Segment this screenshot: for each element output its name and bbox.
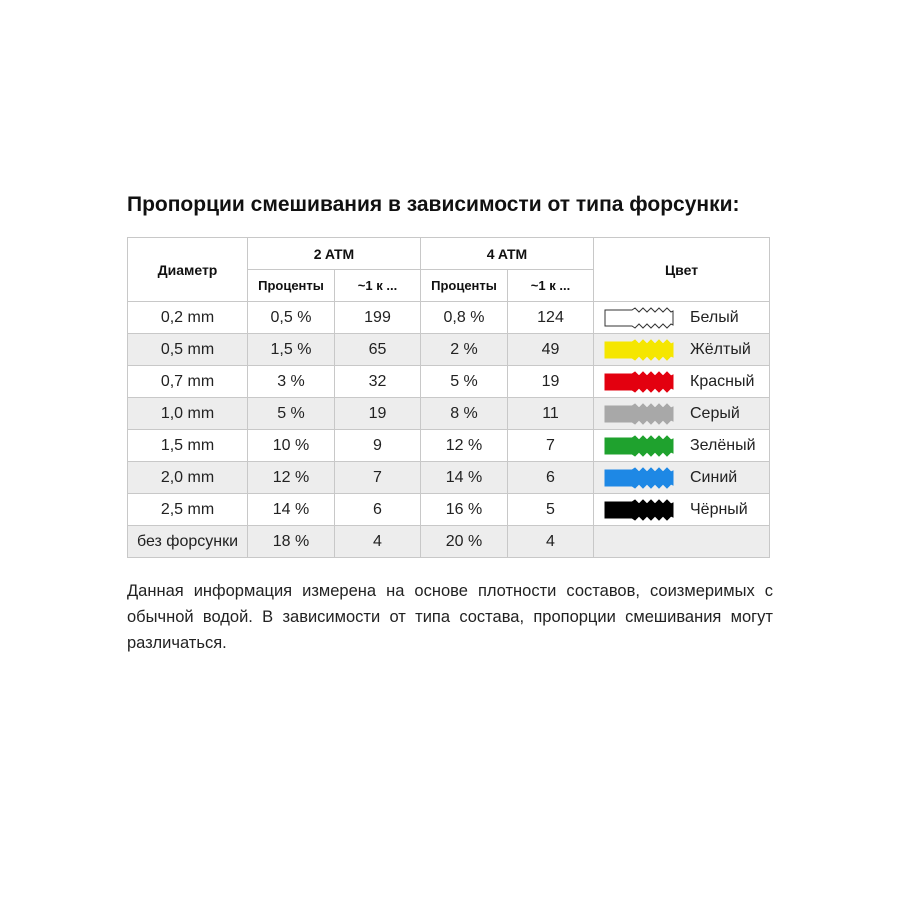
ratio-2atm-cell: 65 xyxy=(335,334,421,366)
color-name: Белый xyxy=(690,308,739,326)
header-diameter: Диаметр xyxy=(128,238,248,302)
diameter-cell: 0,2 mm xyxy=(128,302,248,334)
percent-2atm-cell: 12 % xyxy=(248,462,335,494)
table-row xyxy=(128,302,770,334)
nozzle-icon xyxy=(604,403,674,425)
percent-2atm-cell: 14 % xyxy=(248,494,335,526)
nozzle-icon xyxy=(604,499,674,521)
percent-4atm-cell: 8 % xyxy=(421,398,508,430)
table-row xyxy=(128,494,770,526)
percent-4atm-cell: 20 % xyxy=(421,526,508,558)
nozzle-shape xyxy=(605,308,673,328)
ratio-2atm-cell: 4 xyxy=(335,526,421,558)
nozzle-shape xyxy=(605,436,673,456)
color-name: Зелёный xyxy=(690,436,756,454)
ratio-2atm-cell: 9 xyxy=(335,430,421,462)
nozzle-shape xyxy=(605,340,673,360)
header-2atm: 2 ATM xyxy=(248,238,421,270)
ratio-4atm-cell: 124 xyxy=(508,302,594,334)
percent-2atm-cell: 5 % xyxy=(248,398,335,430)
diameter-cell: 2,5 mm xyxy=(128,494,248,526)
header-ratio-4atm: ~1 к ... xyxy=(508,270,594,302)
percent-4atm-cell: 16 % xyxy=(421,494,508,526)
percent-4atm-cell: 0,8 % xyxy=(421,302,508,334)
ratio-4atm-cell: 5 xyxy=(508,494,594,526)
color-name: Жёлтый xyxy=(690,340,751,358)
header-ratio-2atm: ~1 к ... xyxy=(335,270,421,302)
header-percent-2atm: Проценты xyxy=(248,270,335,302)
nozzle-icon xyxy=(604,339,674,361)
table-row xyxy=(128,462,770,494)
ratio-2atm-cell: 32 xyxy=(335,366,421,398)
color-cell xyxy=(594,430,770,462)
color-cell xyxy=(594,334,770,366)
percent-2atm-cell: 1,5 % xyxy=(248,334,335,366)
header-4atm: 4 ATM xyxy=(421,238,594,270)
nozzle-icon xyxy=(604,435,674,457)
ratio-2atm-cell: 19 xyxy=(335,398,421,430)
percent-2atm-cell: 0,5 % xyxy=(248,302,335,334)
nozzle-shape xyxy=(605,500,673,520)
ratio-4atm-cell: 49 xyxy=(508,334,594,366)
nozzle-shape xyxy=(605,404,673,424)
ratio-4atm-cell: 7 xyxy=(508,430,594,462)
color-cell xyxy=(594,302,770,334)
percent-4atm-cell: 2 % xyxy=(421,334,508,366)
mixing-table xyxy=(127,237,770,558)
header-color: Цвет xyxy=(594,238,770,302)
ratio-4atm-cell: 4 xyxy=(508,526,594,558)
diameter-cell: 1,0 mm xyxy=(128,398,248,430)
percent-2atm-cell: 18 % xyxy=(248,526,335,558)
footnote: Данная информация измерена на основе плотности составов, соизмеримых с обычной водой. В зависимости от типа состава, пропорции смешивания могут различаться. xyxy=(127,582,773,652)
ratio-4atm-cell: 6 xyxy=(508,462,594,494)
diameter-cell: без форсунки xyxy=(128,526,248,558)
color-cell xyxy=(594,526,770,558)
ratio-2atm-cell: 7 xyxy=(335,462,421,494)
diameter-cell: 2,0 mm xyxy=(128,462,248,494)
diameter-cell: 0,5 mm xyxy=(128,334,248,366)
header-percent-4atm: Проценты xyxy=(421,270,508,302)
percent-2atm-cell: 10 % xyxy=(248,430,335,462)
nozzle-icon xyxy=(604,467,674,489)
percent-4atm-cell: 14 % xyxy=(421,462,508,494)
nozzle-icon xyxy=(604,371,674,393)
nozzle-shape xyxy=(605,372,673,392)
nozzle-icon xyxy=(604,307,674,329)
color-cell xyxy=(594,398,770,430)
table-row xyxy=(128,334,770,366)
color-cell xyxy=(594,494,770,526)
color-name: Серый xyxy=(690,404,740,422)
table-row xyxy=(128,430,770,462)
color-cell xyxy=(594,462,770,494)
percent-2atm-cell: 3 % xyxy=(248,366,335,398)
color-name: Синий xyxy=(690,468,738,486)
percent-4atm-cell: 12 % xyxy=(421,430,508,462)
page-title: Пропорции смешивания в зависимости от типа форсунки: xyxy=(127,193,740,216)
color-cell xyxy=(594,366,770,398)
ratio-2atm-cell: 199 xyxy=(335,302,421,334)
color-name: Красный xyxy=(690,372,755,390)
table-row xyxy=(128,366,770,398)
nozzle-shape xyxy=(605,468,673,488)
color-name: Чёрный xyxy=(690,500,748,518)
ratio-4atm-cell: 11 xyxy=(508,398,594,430)
diameter-cell: 0,7 mm xyxy=(128,366,248,398)
percent-4atm-cell: 5 % xyxy=(421,366,508,398)
table-row xyxy=(128,398,770,430)
ratio-4atm-cell: 19 xyxy=(508,366,594,398)
ratio-2atm-cell: 6 xyxy=(335,494,421,526)
table-row xyxy=(128,526,770,558)
diameter-cell: 1,5 mm xyxy=(128,430,248,462)
